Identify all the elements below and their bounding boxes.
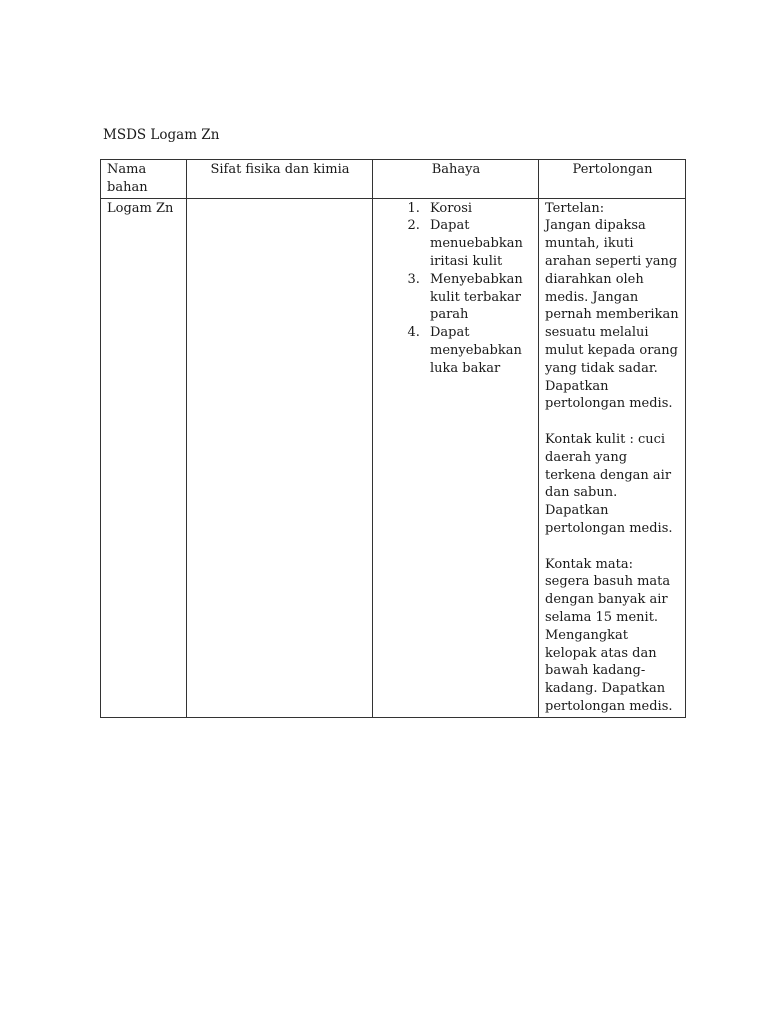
hazard-list xyxy=(379,200,533,378)
document-title: MSDS Logam Zn xyxy=(103,127,220,143)
tertelan-label: Tertelan: xyxy=(545,200,605,216)
cell-nama-bahan: Logam Zn xyxy=(101,198,187,717)
first-aid-tertelan xyxy=(545,200,680,414)
cell-bahaya xyxy=(373,198,539,717)
hazard-item: 1. Korosi xyxy=(424,200,533,218)
msds-table xyxy=(100,159,686,718)
cell-pertolongan xyxy=(539,198,686,717)
hazard-item: 4. Dapat menyebabkan luka bakar xyxy=(424,324,533,377)
header-sifat-fisika-kimia: Sifat fisika dan kimia xyxy=(187,160,373,199)
table-row xyxy=(101,198,686,717)
first-aid-kontak-mata: Kontak mata: segera basuh mata dengan banyak air selama 15 menit. Mengangkat kelopak atas dan bawah kadang-kadang. Dapatkan pertolongan medis. xyxy=(545,556,673,714)
tertelan-text: Jangan dipaksa muntah, ikuti arahan seperti yang diarahkan oleh medis. Jangan pernah memberikan sesuatu melalui mulut kepada orang yang tidak sadar. Dapatkan pertolongan medis. xyxy=(545,218,679,412)
first-aid-kontak-kulit: Kontak kulit : cuci daerah yang terkena dengan air dan sabun. Dapatkan pertolongan medis. xyxy=(545,431,673,536)
cell-sifat-fisika-kimia xyxy=(187,198,373,717)
hazard-item: 3. Menyebabkan kulit terbakar parah xyxy=(424,271,533,324)
table-header-row xyxy=(101,160,686,199)
header-pertolongan: Pertolongan xyxy=(539,160,686,199)
hazard-item: 2. Dapat menuebabkan iritasi kulit xyxy=(424,217,533,270)
header-bahaya: Bahaya xyxy=(373,160,539,199)
header-nama-bahan: Nama bahan xyxy=(101,160,187,199)
